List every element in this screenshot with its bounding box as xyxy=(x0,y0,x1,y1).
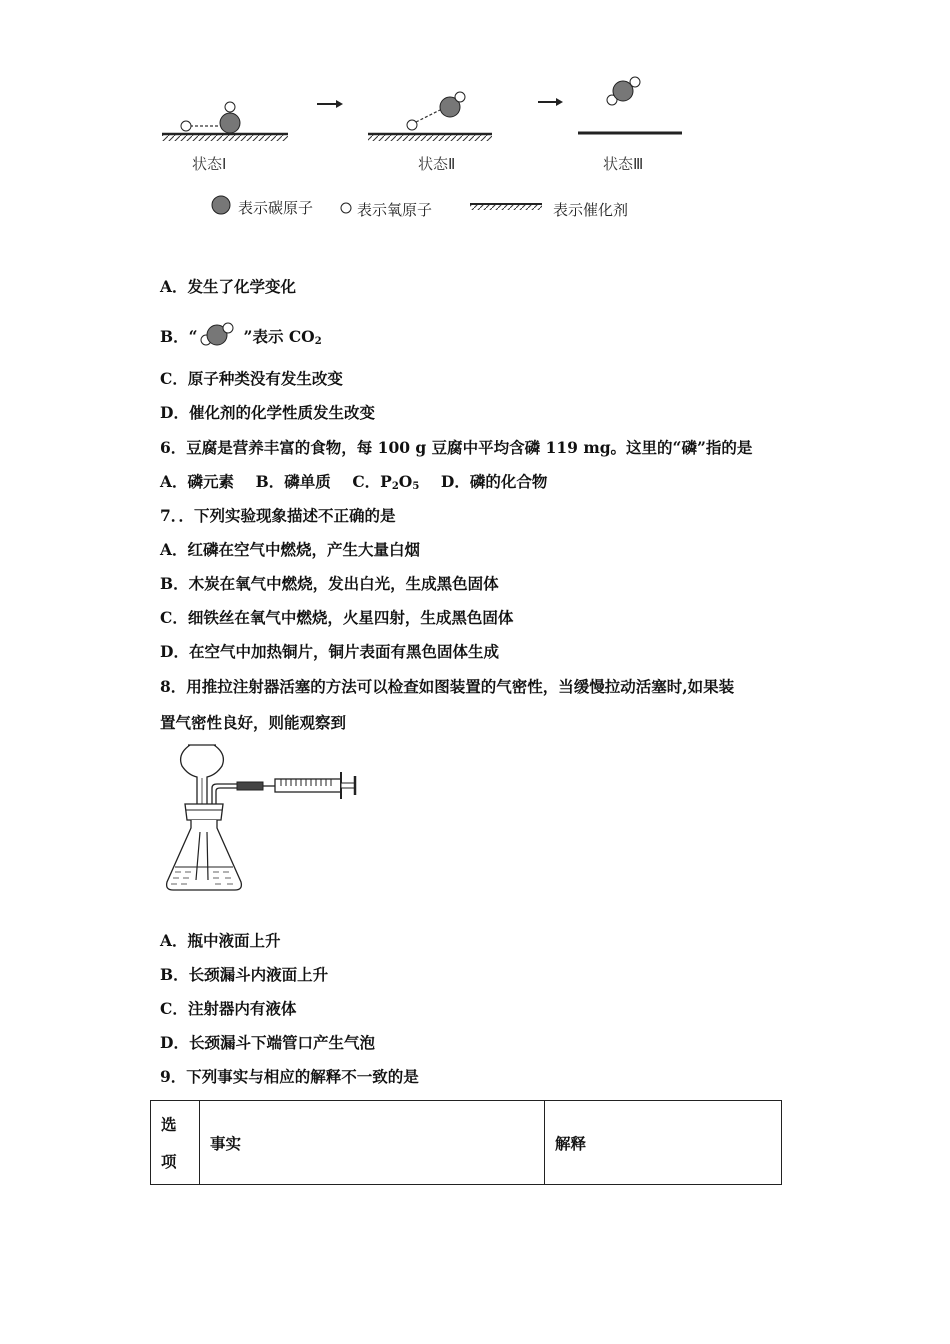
legend-catalyst-label: 表示催化剂 xyxy=(553,201,629,219)
syringe xyxy=(275,772,355,799)
oxygen-atom xyxy=(630,77,640,87)
legend-oxygen-label: 表示氧原子 xyxy=(357,201,433,219)
state-2-label: 状态Ⅱ xyxy=(418,155,456,173)
q7-stem: 7．．下列实验现象描述不正确的是 xyxy=(160,506,396,525)
state-3-label: 状态Ⅲ xyxy=(603,155,644,173)
q7-option-a: A．红磷在空气中燃烧，产生大量白烟 xyxy=(160,540,421,559)
legend-carbon-icon xyxy=(212,196,230,214)
state-2-figure xyxy=(368,92,492,141)
oxygen-atom xyxy=(407,120,417,130)
header-option-cell: 选 项 xyxy=(151,1101,200,1185)
q5-option-d: D．催化剂的化学性质发生改变 xyxy=(160,403,375,422)
q5-option-b-prefix: B．“ xyxy=(160,327,198,346)
q8-option-c: C．注射器内有液体 xyxy=(160,999,297,1018)
q8-option-d: D．长颈漏斗下端管口产生气泡 xyxy=(160,1033,375,1052)
q7-option-b: B．木炭在氧气中燃烧，发出白光，生成黑色固体 xyxy=(160,574,499,593)
arrow-icon xyxy=(317,100,343,108)
carbon-atom xyxy=(220,113,240,133)
q6-option-a: A．磷元素 xyxy=(160,472,235,491)
q5-option-c: C．原子种类没有发生改变 xyxy=(160,369,343,388)
header-explanation-cell: 解释 xyxy=(545,1101,782,1185)
oxygen-atom xyxy=(181,121,191,131)
q6-option-d: D．磷的化合物 xyxy=(440,472,548,491)
co2-molecule-icon xyxy=(198,322,244,348)
q6-stem: 6．豆腐是营养丰富的食物，每 100 g 豆腐中平均含磷 119 mg。这里的“磷”指的是 xyxy=(160,438,753,457)
legend-catalyst-icon xyxy=(470,204,542,210)
q8-stem-line-1: 8．用推拉注射器活塞的方法可以检查如图装置的气密性，当缓慢拉动活塞时,如果装 xyxy=(160,677,735,696)
q6-options xyxy=(160,471,547,498)
state-1-figure xyxy=(162,102,288,141)
table-header-row xyxy=(151,1101,782,1185)
q6-option-c: C．$P_2O_5$ xyxy=(352,472,420,492)
state-1-label: 状态Ⅰ xyxy=(192,155,227,173)
state-3-figure xyxy=(578,77,682,133)
q9-table xyxy=(150,1100,782,1185)
q8-option-b: B．长颈漏斗内液面上升 xyxy=(160,965,329,984)
legend-carbon-label: 表示碳原子 xyxy=(238,199,314,217)
q9-stem: 9．下列事实与相应的解释不一致的是 xyxy=(160,1067,419,1086)
conical-flask xyxy=(167,820,242,890)
q6-option-b: B．磷单质 xyxy=(255,472,331,491)
oxygen-atom xyxy=(455,92,465,102)
q7-option-c: C．细铁丝在氧气中燃烧，火星四射，生成黑色固体 xyxy=(160,608,514,627)
q5-option-b-suffix: ”表示 CO xyxy=(243,327,315,346)
legend-oxygen-icon xyxy=(341,203,351,213)
airtightness-apparatus-diagram xyxy=(155,742,370,900)
rubber-stopper xyxy=(185,804,223,820)
q8-stem-line-2: 置气密性良好，则能观察到 xyxy=(160,713,347,732)
q5-option-b xyxy=(160,322,322,353)
arrow-icon xyxy=(538,98,563,106)
q8-option-a: A．瓶中液面上升 xyxy=(160,931,281,950)
q5-option-b-subscript: 2 xyxy=(314,336,322,347)
q5-option-a: A．发生了化学变化 xyxy=(160,277,297,296)
q7-option-d: D．在空气中加热铜片，铜片表面有黑色固体生成 xyxy=(160,642,499,661)
oxygen-atom xyxy=(225,102,235,112)
header-fact-cell: 事实 xyxy=(200,1101,545,1185)
